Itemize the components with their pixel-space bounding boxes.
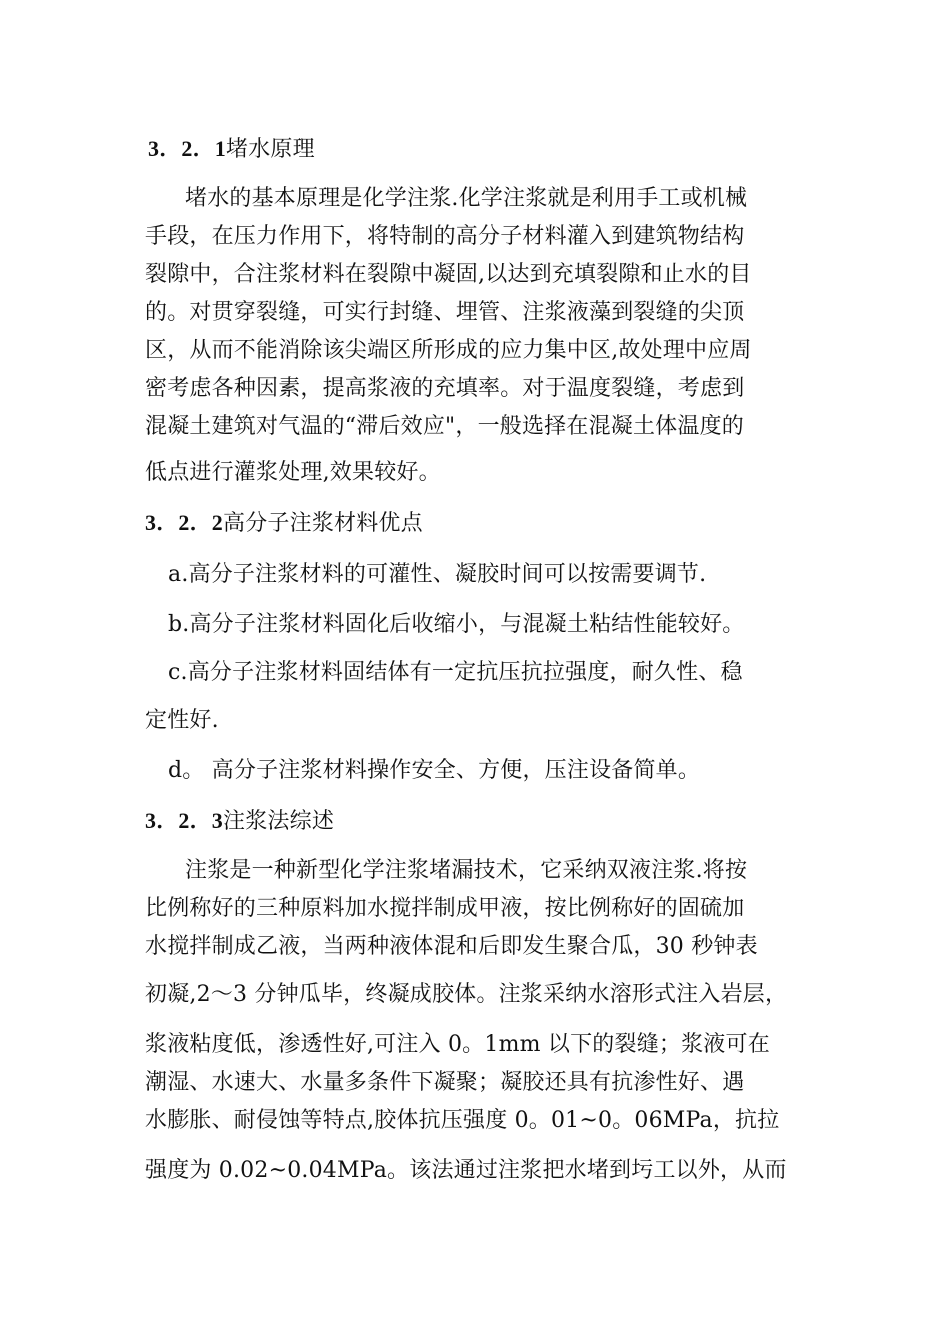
- section-heading-3-2-3: [145, 806, 825, 837]
- paragraph-line: 比例称好的三种原料加水搅拌制成甲液，按比例称好的固硫加: [145, 896, 745, 921]
- paragraph-line: 初凝,2～3 分钟瓜毕，终凝成胶体。注浆采纳水溶形式注入岩层，: [145, 982, 788, 1007]
- section-heading-3-2-1: [148, 134, 828, 165]
- paragraph-line: 区，从而不能消除该尖端区所形成的应力集中区,故处理中应周: [145, 338, 752, 363]
- list-item: c.高分子注浆材料固结体有一定抗压抗拉强度，耐久性、稳: [168, 660, 743, 685]
- section-number: 3．2．3: [145, 808, 224, 833]
- paragraph-line: 浆液粘度低，渗透性好,可注入 0。1mm 以下的裂缝；浆液可在: [145, 1032, 770, 1057]
- paragraph-line: 水膨胀、耐侵蚀等特点,胶体抗压强度 0。01~0。06MPa，抗拉: [145, 1108, 780, 1133]
- list-item: b.高分子注浆材料固化后收缩小，与混凝土粘结性能较好。: [168, 612, 745, 637]
- list-item-continuation: 定性好.: [145, 708, 219, 733]
- section-title: 注浆法综述: [223, 809, 335, 834]
- section-number: 3．2．1: [148, 136, 227, 161]
- list-item: a.高分子注浆材料的可灌性、凝胶时间可以按需要调节.: [168, 562, 707, 587]
- section-heading-3-2-2: [145, 508, 825, 539]
- paragraph-line: 密考虑各种因素，提高浆液的充填率。对于温度裂缝，考虑到: [145, 376, 745, 401]
- paragraph-line: 潮湿、水速大、水量多条件下凝聚；凝胶还具有抗渗性好、遇: [145, 1070, 745, 1095]
- section-title: 高分子注浆材料优点: [223, 511, 423, 536]
- paragraph-line: 水搅拌制成乙液，当两种液体混和后即发生聚合瓜，30 秒钟表: [145, 934, 758, 959]
- paragraph-line: 的。对贯穿裂缝，可实行封缝、埋管、注浆液藻到裂缝的尖顶: [145, 300, 745, 325]
- paragraph-line: 混凝土建筑对气温的“滞后效应"，一般选择在混凝土体温度的: [145, 414, 744, 439]
- paragraph-line: 堵水的基本原理是化学注浆.化学注浆就是利用手工或机械: [185, 186, 748, 211]
- section-title: 堵水原理: [226, 137, 315, 162]
- paragraph-line: 注浆是一种新型化学注浆堵漏技术，它采纳双液注浆.将按: [185, 858, 748, 883]
- paragraph-line: 裂隙中，合注浆材料在裂隙中凝固,以达到充填裂隙和止水的目: [145, 262, 752, 287]
- section-number: 3．2．2: [145, 510, 224, 535]
- paragraph-line: 手段，在压力作用下，将特制的高分子材料灌入到建筑物结构: [145, 224, 745, 249]
- paragraph-line: 强度为 0.02~0.04MPa。该法通过注浆把水堵到圬工以外，从而: [145, 1158, 787, 1183]
- list-item: d。 高分子注浆材料操作安全、方便，压注设备简单。: [168, 758, 701, 783]
- paragraph-line: 低点进行灌浆处理,效果较好。: [145, 460, 441, 485]
